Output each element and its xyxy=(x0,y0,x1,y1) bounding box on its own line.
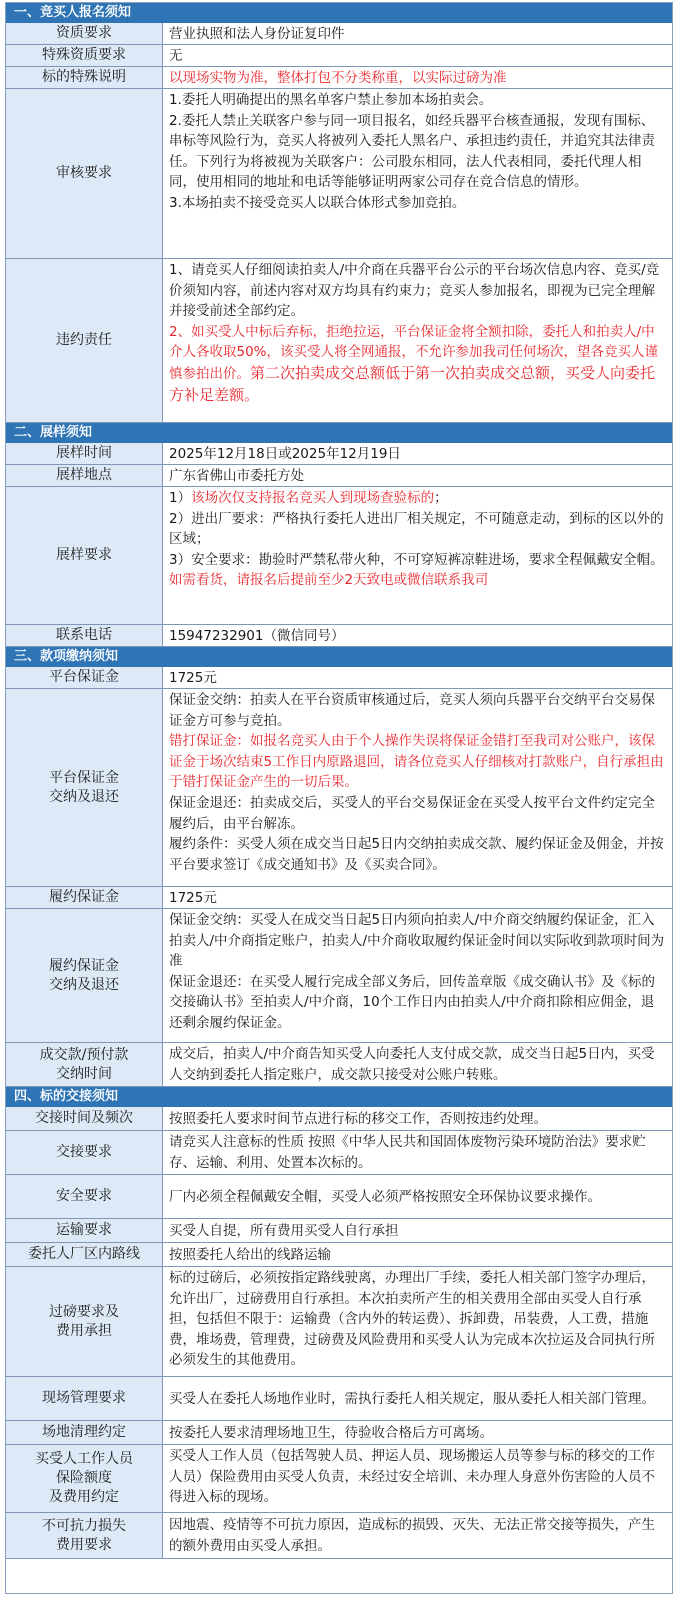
row-handover-requirements xyxy=(6,1131,672,1175)
row-value xyxy=(163,1267,672,1376)
row-paragraph: 买受人工作人员（包括驾驶人员、押运人员、现场搬运人员等参与标的移交的工作人员）保险费用由买受人负责，未经过安全培训、未办理人身意外伤害险的人员不得进入标的现场。 xyxy=(169,1448,655,1506)
row-force-majeure xyxy=(6,1513,672,1559)
row-value xyxy=(163,45,672,66)
row-label: 运输要求 xyxy=(6,1219,163,1242)
row-viewing-time xyxy=(6,443,672,465)
row-label: 违约责任 xyxy=(6,259,163,422)
row-label: 过磅要求及 费用承担 xyxy=(6,1267,163,1376)
row-safety-requirements xyxy=(6,1175,672,1219)
row-paragraph: 请竞买人注意标的性质 按照《中华人民共和国固体废物污染环境防治法》要求贮存、运输、利用、处置本次标的。 xyxy=(169,1134,646,1171)
row-paragraph: 营业执照和法人身份证复印件 xyxy=(169,25,345,42)
row-label: 成交款/预付款 交纳时间 xyxy=(6,1043,163,1086)
row-viewing-requirements xyxy=(6,487,672,625)
row-performance-deposit xyxy=(6,887,672,909)
row-value xyxy=(163,1377,672,1420)
row-breach-liability xyxy=(6,259,672,423)
row-label: 联系电话 xyxy=(6,625,163,646)
row-label: 不可抗力损失 费用要求 xyxy=(6,1513,163,1558)
row-plant-route xyxy=(6,1243,672,1267)
row-platform-deposit-payment-refund xyxy=(6,689,672,887)
row-qualification xyxy=(6,23,672,45)
row-special-qualification xyxy=(6,45,672,67)
row-label: 交接时间及频次 xyxy=(6,1107,163,1130)
row-label: 交接要求 xyxy=(6,1131,163,1174)
row-label: 标的特殊说明 xyxy=(6,67,163,88)
row-paragraph: 1725元 xyxy=(169,669,217,686)
row-value xyxy=(163,1513,672,1558)
row-paragraph: 保证金交纳：买受人在成交当日起5日内须向拍卖人/中介商交纳履约保证金，汇入拍卖人/中介商指定账户，拍卖人/中介商收取履约保证金时间以实际收到款项时间为准 xyxy=(169,912,665,970)
row-staff-insurance xyxy=(6,1445,672,1513)
row-label: 买受人工作人员 保险额度 及费用约定 xyxy=(6,1445,163,1512)
row-value xyxy=(163,1107,672,1130)
row-label: 委托人厂区内路线 xyxy=(6,1243,163,1266)
row-paragraph: 按照委托人给出的线路运输 xyxy=(169,1246,331,1263)
row-platform-deposit xyxy=(6,667,672,689)
row-value xyxy=(163,1131,672,1174)
row-site-management xyxy=(6,1377,672,1421)
row-transport-requirements xyxy=(6,1219,672,1243)
row-value xyxy=(163,67,672,88)
row-label: 履约保证金 交纳及退还 xyxy=(6,909,163,1042)
row-paragraph: 按委托人要求清理场地卫生，待验收合格后方可离场。 xyxy=(169,1424,493,1441)
row-paragraph: 1725元 xyxy=(169,889,217,906)
row-label: 平台保证金 xyxy=(6,667,163,688)
row-value xyxy=(163,1175,672,1218)
row-value xyxy=(163,689,672,886)
row-label: 审核要求 xyxy=(6,89,163,258)
row-value xyxy=(163,487,672,624)
row-paragraph: 广东省佛山市委托方处 xyxy=(169,467,304,484)
row-value xyxy=(163,625,672,646)
row-paragraph: 错打保证金：如报名竞买人由于个人操作失误将保证金错打至我司对公账户，该保证金于场次结束5工作日内原路退回，请各位竞买人仔细核对打款账户，自行承担由于错打保证金产生的一切后果。 xyxy=(169,733,664,791)
row-paragraph: 2、如买受人中标后弃标，拒绝拉运，平台保证金将全额扣除，委托人和拍卖人/中介人各收取50%，该买受人将全网通报，不允许参加我司任何场次，望各竞买人谨慎参拍出价。第二次拍卖成交总额低于第一次拍卖成交总额，买受人向委托方补足差额。 xyxy=(169,323,659,404)
row-label: 场地清理约定 xyxy=(6,1421,163,1444)
row-value xyxy=(163,1243,672,1266)
row-label: 安全要求 xyxy=(6,1175,163,1218)
row-paragraph: 保证金退还：在买受人履行完成全部义务后，回传盖章版《成交确认书》及《标的交接确认书》至拍卖人/中介商，10个工作日内由拍卖人/中介商扣除相应佣金，退还剩余履约保证金。 xyxy=(169,973,655,1031)
row-value xyxy=(163,1219,672,1242)
row-paragraph: 15947232901（微信同号） xyxy=(169,627,345,644)
row-label: 现场管理要求 xyxy=(6,1377,163,1420)
row-handover-time xyxy=(6,1107,672,1131)
row-weighing-and-costs xyxy=(6,1267,672,1377)
row-label: 特殊资质要求 xyxy=(6,45,163,66)
row-value xyxy=(163,1421,672,1444)
row-paragraph: 履约条件：买受人须在成交当日起5日内交纳拍卖成交款、履约保证金及佣金，并按平台要求签订《成交通知书》及《买卖合同》。 xyxy=(169,836,664,873)
row-paragraph: 保证金退还：拍卖成交后，买受人的平台交易保证金在买受人按平台文件约定完全履约后，由平台解冻。 xyxy=(169,794,655,832)
row-transaction-payment-time xyxy=(6,1043,672,1087)
row-paragraph: 2.委托人禁止关联客户参与同一项目报名，如经兵器平台核查通报，发现有围标、串标等风险行为，竞买人将被列入委托人黑名户、承担违约责任，并追究其法律责任。下列行为将被视为关联客户：公司股东相同，法人代表相同，委托代理人相同，使用相同的地址和电话等能够证明两家公司存在竞合信息的情形。 xyxy=(169,112,655,191)
row-paragraph: 按照委托人要求时间节点进行标的移交工作，否则按违约处理。 xyxy=(169,1110,547,1127)
row-label: 展样要求 xyxy=(6,487,163,624)
row-lot-special-note xyxy=(6,67,672,89)
row-paragraph: 保证金交纳：拍卖人在平台资质审核通过后，竞买人须向兵器平台交纳平台交易保证金方可参与竞拍。 xyxy=(169,692,655,729)
row-performance-deposit-payment-refund xyxy=(6,909,672,1043)
section-header-viewing: 二、展样须知 xyxy=(6,423,672,443)
row-value xyxy=(163,909,672,1042)
row-paragraph: 2025年12月18日或2025年12月19日 xyxy=(169,445,401,462)
row-label: 履约保证金 xyxy=(6,887,163,908)
row-paragraph: 以现场实物为准，整体打包不分类称重，以实际过磅为准 xyxy=(169,69,507,86)
row-value xyxy=(163,887,672,908)
row-value xyxy=(163,1043,672,1086)
row-label: 展样时间 xyxy=(6,443,163,464)
row-paragraph: 3）安全要求：勘验时严禁私带火种，不可穿短裤凉鞋进场，要求全程佩戴安全帽。 xyxy=(169,551,664,568)
section-header-bidder-registration: 一、竞买人报名须知 xyxy=(6,3,672,23)
row-paragraph: 无 xyxy=(169,47,183,64)
row-paragraph: 标的过磅后，必须按指定路线驶离，办理出厂手续，委托人相关部门签字办理后，允许出厂，过磅费用自行承担。本次拍卖所产生的相关费用全部由买受人自行承担，包括但不限于：运输费（含内外的转运费）、拆卸费，吊装费，人工费，措施费，堆场费，管理费，过磅费及风险费用和买受人认为完成本次拉运及合同执行所必须发生的其他费用。 xyxy=(169,1270,655,1369)
row-review-requirements xyxy=(6,89,672,259)
row-value xyxy=(163,23,672,44)
notice-table xyxy=(5,2,673,1594)
row-label: 平台保证金 交纳及退还 xyxy=(6,689,163,886)
row-paragraph: 3.本场拍卖不接受竞买人以联合体形式参加竞拍。 xyxy=(169,194,466,211)
row-viewing-location xyxy=(6,465,672,487)
row-value xyxy=(163,259,672,422)
row-paragraph: 2）进出厂要求：严格执行委托人进出厂相关规定，不可随意走动，到标的区以外的区域； xyxy=(169,510,664,548)
row-value xyxy=(163,443,672,464)
row-value xyxy=(163,89,672,258)
row-value xyxy=(163,1445,672,1512)
row-paragraph: 1.委托人明确提出的黑名单客户禁止参加本场拍卖会。 xyxy=(169,92,493,108)
row-paragraph: 因地震、疫情等不可抗力原因，造成标的损毁、灭失、无法正常交接等损失，产生的额外费用由买受人承担。 xyxy=(169,1517,655,1554)
row-contact-phone xyxy=(6,625,672,647)
row-paragraph: 买受人自提，所有费用买受人自行承担 xyxy=(169,1222,399,1239)
row-paragraph: 厂内必须全程佩戴安全帽，买受人必须严格按照安全环保协议要求操作。 xyxy=(169,1188,601,1205)
row-paragraph: 如需看货，请报名后提前至少2天致电或微信联系我司 xyxy=(169,572,489,589)
row-site-cleanup xyxy=(6,1421,672,1445)
row-value xyxy=(163,465,672,486)
row-label: 资质要求 xyxy=(6,23,163,44)
row-value xyxy=(163,667,672,688)
row-paragraph: 1）该场次仅支持报名竞买人到现场查验标的； xyxy=(169,490,448,506)
row-label: 展样地点 xyxy=(6,465,163,486)
row-paragraph: 买受人在委托人场地作业时，需执行委托人相关规定，服从委托人相关部门管理。 xyxy=(169,1390,655,1407)
section-header-handover: 四、标的交接须知 xyxy=(6,1087,672,1107)
row-paragraph: 成交后，拍卖人/中介商告知买受人向委托人支付成交款，成交当日起5日内，买受人交纳到委托人指定账户，成交款只接受对公账户转账。 xyxy=(169,1046,655,1083)
section-header-payment: 三、款项缴纳须知 xyxy=(6,647,672,667)
row-paragraph: 1、请竞买人仔细阅读拍卖人/中介商在兵器平台公示的平台场次信息内容、竞买/竞价须知内容，前述内容对双方均具有约束力；竞买人参加报名，即视为已完全理解并接受前述全部约定。 xyxy=(169,262,660,320)
